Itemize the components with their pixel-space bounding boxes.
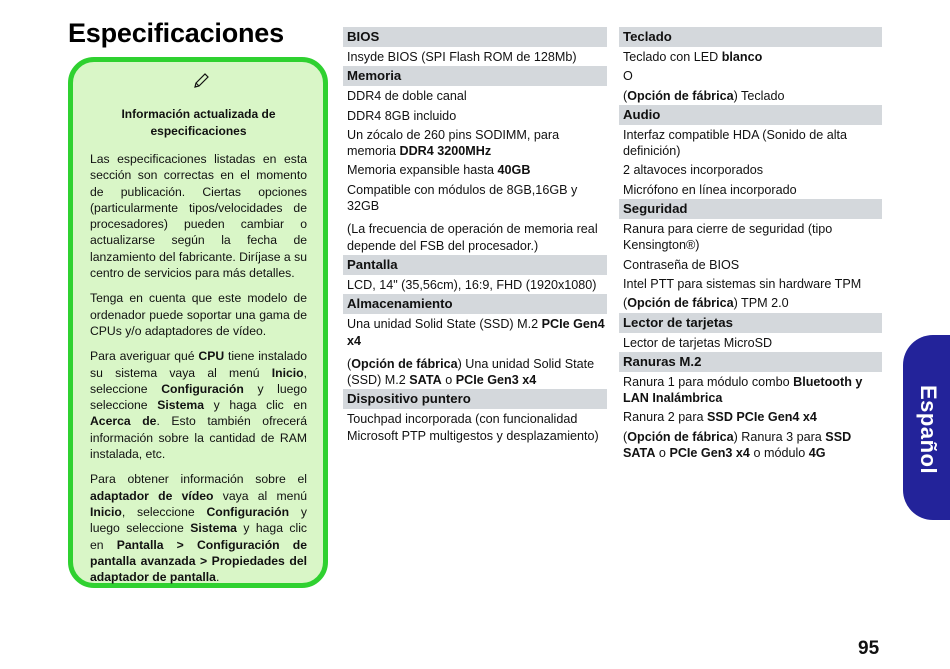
text-run: Touchpad incorporada (con funcionalidad Microsoft PTP multigestos y desplazamiento): [347, 412, 599, 443]
text-run: .: [215, 570, 220, 585]
page-number: 95: [858, 638, 880, 659]
text-run: Micrófono en línea incorporado: [623, 182, 797, 197]
spec-item: [619, 66, 882, 85]
spec-item: [343, 219, 607, 255]
spec-column-left: [343, 27, 607, 445]
text-run: Bluetooth y LAN Inalámbrica: [623, 374, 863, 406]
text-run: Insyde BIOS (SPI Flash ROM de 128Mb): [347, 50, 577, 64]
text-run: tiene instalado su sistema vaya al menú: [90, 349, 307, 380]
spec-item: [619, 333, 882, 352]
text-run: SATA: [409, 373, 442, 388]
text-run: Las especificaciones listadas en esta sección son correctas en el momento de publicación. Ciertas opciones (particularmente tipos/velocidades de procesadores) pueden cambiar o actualizarse según la fecha de lanzamiento del fabricante. Diríjase a su centro de servicios para más detalles.: [90, 152, 307, 281]
text-run: DDR4 de doble canal: [347, 89, 467, 104]
language-tab: [903, 335, 950, 520]
text-run: Acerca de: [90, 414, 157, 429]
text-run: Opción de fábrica: [627, 429, 734, 444]
text-run: 2 altavoces incorporados: [623, 163, 764, 178]
text-run: DDR4 3200MHz: [399, 144, 492, 159]
spec-item: [619, 255, 882, 274]
text-run: SSD PCIe Gen4 x4: [707, 410, 817, 425]
section-header: Memoria: [343, 66, 607, 86]
spec-item: [343, 106, 607, 125]
text-run: 4G: [808, 446, 826, 461]
language-tab-label: Español: [916, 385, 941, 475]
text-run: (: [623, 429, 628, 444]
note-paragraph: [90, 151, 307, 281]
text-run: vaya al menú: [213, 488, 307, 503]
text-run: Pantalla > Configuración de pantalla avanzada > Propiedades del adaptador de pantalla: [90, 537, 307, 585]
spec-item: [619, 180, 882, 199]
text-run: PCIe Gen3 x4: [455, 373, 537, 388]
text-run: Una unidad Solid State (SSD) M.2: [347, 317, 542, 332]
spec-item: [619, 47, 882, 66]
text-run: O: [623, 69, 633, 84]
info-note-box: [68, 57, 328, 588]
spec-item: [343, 160, 607, 179]
text-run: Teclado con LED: [623, 50, 722, 64]
spec-item: [343, 409, 607, 445]
text-run: 40GB: [497, 163, 531, 178]
section-header: Seguridad: [619, 199, 882, 219]
text-run: Memoria expansible hasta: [347, 163, 498, 178]
spec-item: [619, 293, 882, 312]
section-header: Audio: [619, 105, 882, 125]
text-run: (: [347, 356, 352, 371]
text-run: Interfaz compatible HDA (Sonido de alta definición): [623, 127, 848, 159]
text-run: Inicio: [271, 365, 304, 380]
text-run: (La frecuencia de operación de memoria real depende del FSB del procesador.): [347, 222, 598, 253]
section-header: Ranuras M.2: [619, 352, 882, 372]
spec-item: [619, 407, 882, 426]
text-run: y luego seleccione: [90, 381, 307, 413]
spec-item: [343, 354, 607, 390]
text-run: Opción de fábrica: [627, 296, 734, 311]
spec-item: [343, 86, 607, 105]
text-run: Sistema: [190, 521, 237, 536]
section-header: BIOS: [343, 27, 607, 47]
spec-item: [343, 125, 607, 161]
note-heading: Información actualizada de especificaciones: [121, 107, 276, 138]
text-run: y haga clic en: [204, 398, 307, 413]
text-run: Opción de fábrica: [627, 88, 734, 103]
spec-item: [619, 86, 882, 105]
text-run: Sistema: [157, 398, 204, 413]
note-body: [90, 151, 307, 585]
spec-item: [619, 274, 882, 293]
text-run: Opción de fábrica: [351, 356, 458, 371]
text-run: Tenga en cuenta que este modelo de ordenador puede soportar una gama de CPUs y/o adaptadores de vídeo.: [90, 291, 307, 338]
text-run: CPU: [198, 349, 225, 364]
text-run: ) TPM 2.0: [733, 296, 789, 311]
spec-item: [343, 47, 607, 66]
text-run: o: [655, 446, 670, 461]
text-run: Contraseña de BIOS: [623, 257, 740, 272]
text-run: Para obtener información sobre el: [90, 472, 307, 487]
text-run: ) Una unidad Solid State (SSD) M.2: [347, 356, 595, 388]
spec-item: [343, 180, 607, 216]
text-run: (: [623, 88, 628, 103]
note-paragraph: [90, 348, 307, 462]
text-run: LCD, 14" (35,56cm), 16:9, FHD (1920x1080): [347, 277, 597, 292]
text-run: Ranura para cierre de seguridad (tipo Kensington®): [623, 222, 833, 253]
section-header: Almacenamiento: [343, 294, 607, 314]
spec-item: [619, 372, 882, 408]
text-run: DDR4 8GB incluido: [347, 108, 457, 123]
text-run: ) Ranura 3 para: [733, 429, 826, 444]
spec-item: [619, 160, 882, 179]
text-run: y luego seleccione: [90, 504, 308, 536]
spec-item: [619, 125, 882, 161]
page-title: Especificaciones: [68, 18, 284, 48]
text-run: (: [623, 296, 628, 311]
text-run: SSD SATA: [623, 429, 852, 461]
text-run: Para averiguar qué: [90, 349, 199, 364]
text-run: PCIe Gen3 x4: [669, 446, 750, 461]
spec-item: [619, 219, 882, 255]
text-run: Compatible con módulos de 8GB,16GB y 32GB: [347, 182, 578, 214]
section-header: Dispositivo puntero: [343, 389, 607, 409]
spec-item: [343, 275, 607, 294]
text-run: Inicio: [90, 504, 122, 519]
text-run: Configuración: [161, 381, 244, 396]
spec-item: [619, 427, 882, 463]
text-run: Ranura 1 para módulo combo: [623, 374, 794, 389]
text-run: Lector de tarjetas MicroSD: [623, 335, 773, 350]
text-run: o módulo: [749, 446, 809, 461]
note-paragraph: [90, 290, 307, 339]
text-run: ) Teclado: [733, 88, 785, 103]
text-run: Un zócalo de 260 pins SODIMM, para memoria: [347, 127, 560, 159]
section-header: Lector de tarjetas: [619, 313, 882, 333]
text-run: . Esto también ofrecerá información sobre la cantidad de RAM instalada, etc.: [90, 414, 308, 462]
text-run: PCIe Gen4 x4: [347, 317, 605, 348]
text-run: Configuración: [206, 504, 290, 519]
text-run: y haga clic en: [90, 521, 307, 552]
text-run: Intel PTT para sistemas sin hardware TPM: [623, 276, 862, 291]
text-run: , seleccione: [90, 365, 307, 396]
spec-item: [343, 314, 607, 350]
text-run: adaptador de vídeo: [90, 488, 214, 503]
text-run: blanco: [721, 50, 763, 64]
note-paragraph: [90, 471, 307, 585]
spec-column-right: [619, 27, 882, 462]
pencil-icon: [192, 72, 210, 90]
text-run: o: [441, 373, 456, 388]
text-run: Ranura 2 para: [623, 410, 708, 425]
section-header: Teclado: [619, 27, 882, 47]
text-run: , seleccione: [121, 504, 207, 519]
section-header: Pantalla: [343, 255, 607, 275]
